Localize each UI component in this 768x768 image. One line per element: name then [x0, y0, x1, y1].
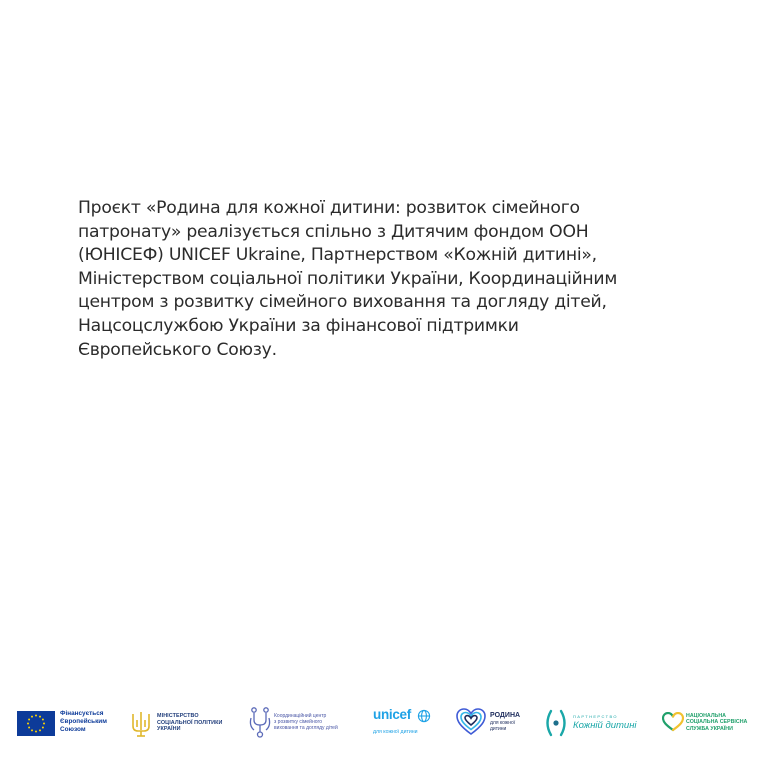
coordination-center-text: Координаційний центр з розвитку сімейного виховання та догляду дітей [274, 713, 338, 732]
project-description [78, 197, 718, 362]
ministry-logo-text: МІНІСТЕРСТВО СОЦІАЛЬНОЇ ПОЛІТИКИ УКРАЇНИ [157, 713, 223, 733]
description-line: Проєкт «Родина для кожної дитини: розвиток сімейного [78, 198, 580, 218]
rodyna-title: РОДИНА [490, 712, 521, 719]
description-line: Міністерством соціальної політики України, Координаційним [78, 268, 618, 289]
description-line: Європейського Союзу. [78, 339, 277, 360]
social-service-logo [0, 700, 768, 746]
kozhnii-title: Кожній дитині [573, 720, 637, 731]
heart-hands-icon [662, 712, 684, 732]
description-line: центром з розвитку сімейного виховання та догляду дітей, [78, 292, 607, 313]
kozhnii-partnership-label: ПАРТНЕРСТВО [573, 714, 618, 719]
unicef-tagline: для кожної дитини [373, 729, 418, 735]
description-line: (ЮНІСЕФ) UNICEF Ukraine, Партнерством «Кожній дитині», [78, 245, 597, 266]
social-service-text: НАЦІОНАЛЬНА СОЦІАЛЬНА СЕРВІСНА СЛУЖБА УКРАЇНИ [686, 713, 748, 732]
description-line: Нацсоцслужбою України за фінансової підтримки [78, 315, 519, 336]
rodyna-subtitle: для кожної дитини [490, 720, 516, 732]
description-line: патронату» реалізується спільно з Дитячим фондом ООН [78, 221, 589, 242]
partner-logos-footer [0, 700, 768, 746]
eu-logo-text: Фінансується Європейським Союзом [60, 710, 107, 733]
unicef-wordmark: unicef [373, 707, 411, 722]
